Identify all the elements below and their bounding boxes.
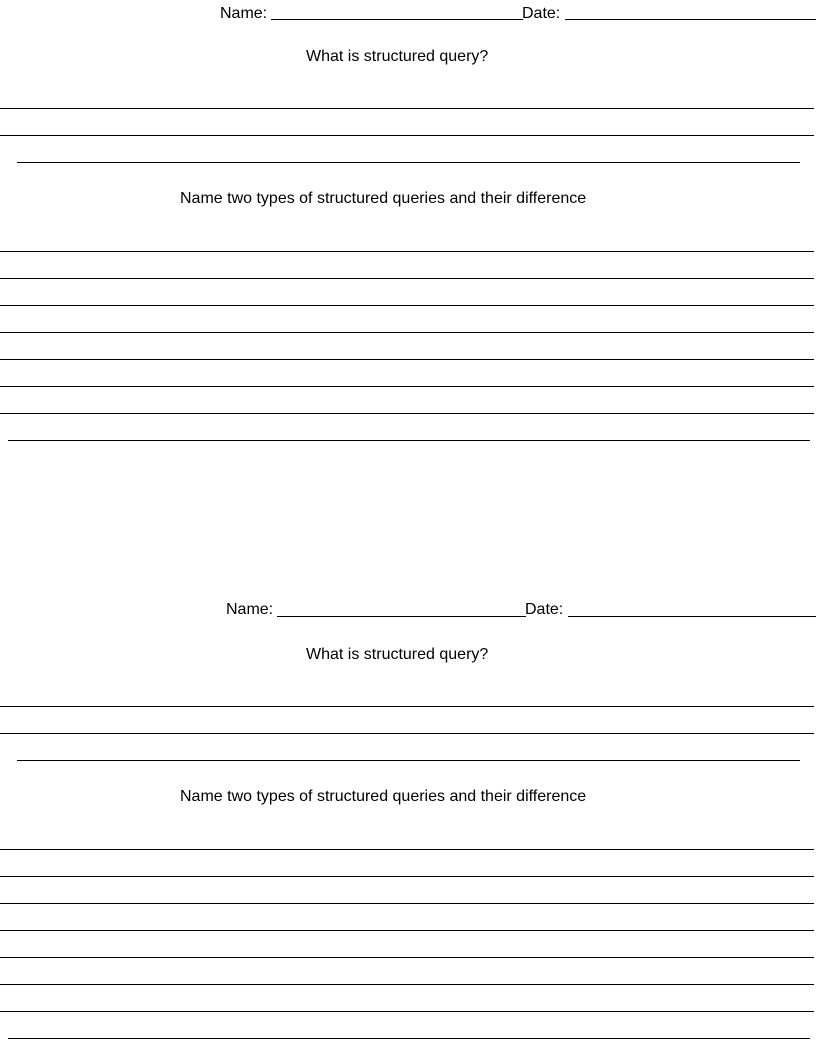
question-title: What is structured query? [306, 48, 489, 65]
date-field-line[interactable] [565, 19, 816, 20]
answer-line[interactable] [0, 386, 814, 387]
name-field-line[interactable] [271, 19, 523, 20]
answer-line[interactable] [0, 359, 814, 360]
date-label: Date: [525, 601, 564, 618]
question-title: Name two types of structured queries and their difference [180, 788, 587, 805]
answer-line[interactable] [0, 305, 814, 306]
answer-line[interactable] [0, 903, 814, 904]
answer-line[interactable] [17, 162, 800, 163]
name-label: Name: [226, 601, 274, 618]
answer-line[interactable] [0, 733, 814, 734]
answer-line[interactable] [0, 135, 814, 136]
answer-line[interactable] [0, 278, 814, 279]
answer-line[interactable] [0, 413, 814, 414]
answer-line[interactable] [0, 108, 814, 109]
answer-line[interactable] [0, 706, 814, 707]
answer-line[interactable] [0, 930, 814, 931]
answer-line[interactable] [17, 760, 800, 761]
date-field-line[interactable] [568, 616, 816, 617]
answer-line[interactable] [0, 332, 814, 333]
answer-line[interactable] [0, 1011, 814, 1012]
answer-line[interactable] [0, 876, 814, 877]
name-label: Name: [220, 5, 268, 22]
answer-line[interactable] [8, 1038, 810, 1039]
answer-line[interactable] [0, 984, 814, 985]
answer-line[interactable] [0, 251, 814, 252]
name-field-line[interactable] [277, 616, 526, 617]
date-label: Date: [522, 5, 561, 22]
question-title: Name two types of structured queries and their difference [180, 190, 587, 207]
question-title: What is structured query? [306, 646, 489, 663]
answer-line[interactable] [8, 440, 810, 441]
answer-line[interactable] [0, 849, 814, 850]
answer-line[interactable] [0, 957, 814, 958]
